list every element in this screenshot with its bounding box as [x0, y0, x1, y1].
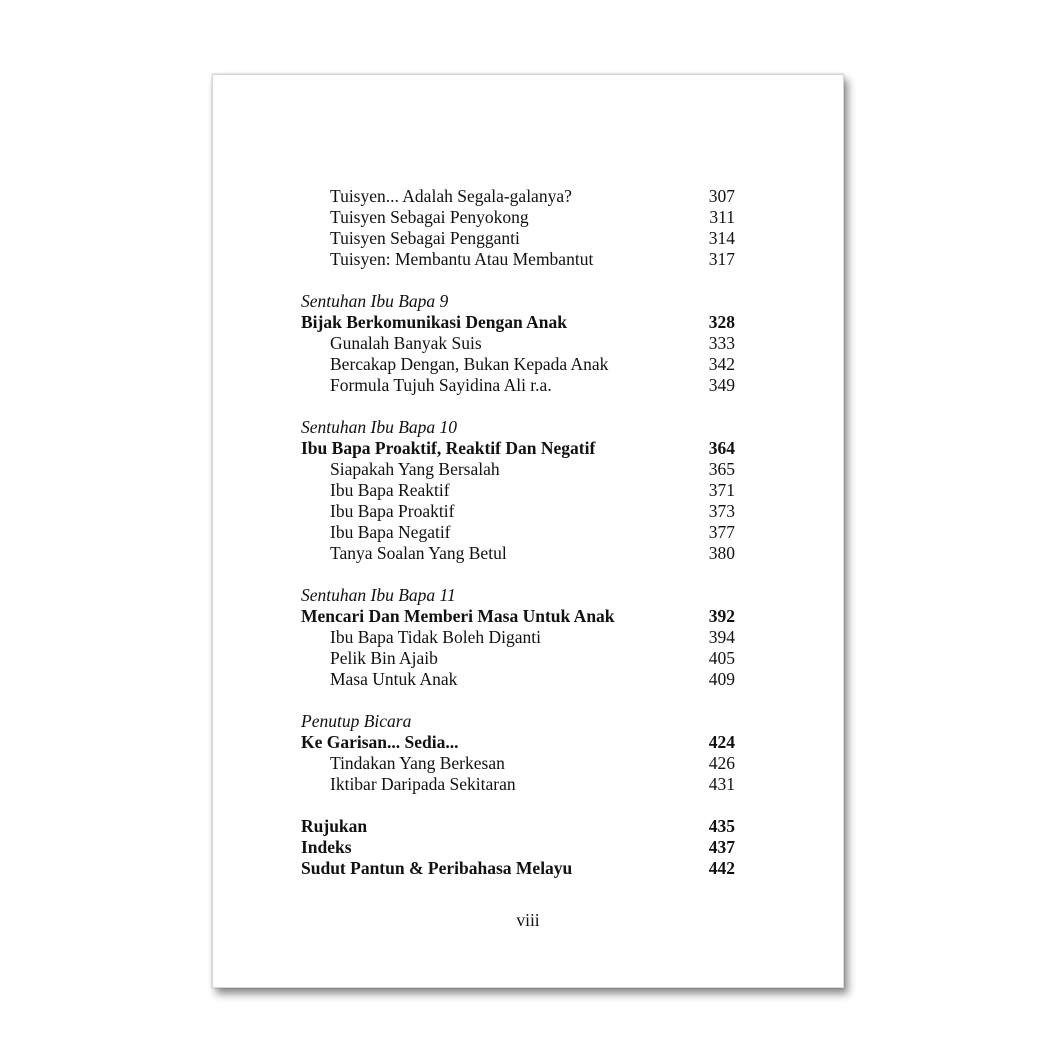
entry-page-number: 373 [708, 501, 735, 521]
entry-title: Sudut Pantun & Peribahasa Melayu [301, 858, 573, 878]
entry-title: Sentuhan Ibu Bapa 9 [301, 291, 449, 311]
section-label [301, 711, 735, 732]
entry-title: Gunalah Banyak Suis [330, 333, 482, 353]
entry-page-number: 314 [708, 228, 735, 248]
subsection-entry [301, 459, 735, 480]
entry-page-number: 405 [708, 648, 735, 668]
entry-page-number: 349 [708, 375, 735, 395]
page-number: viii [516, 910, 540, 930]
section-label [301, 291, 735, 312]
entry-page-number: 307 [708, 186, 735, 206]
entry-page-number: 311 [709, 207, 735, 227]
section-spacer [301, 396, 735, 417]
table-of-contents [301, 186, 735, 879]
entry-page-number: 426 [708, 753, 735, 773]
chapter-entry [301, 732, 735, 753]
book-page [212, 74, 844, 988]
section-spacer [301, 690, 735, 711]
entry-title: Ibu Bapa Reaktif [330, 480, 450, 500]
entry-title: Penutup Bicara [301, 711, 412, 731]
entry-page-number: 342 [708, 354, 735, 374]
entry-page-number: 442 [708, 858, 735, 878]
entry-page-number: 317 [708, 249, 735, 269]
entry-page-number: 392 [708, 606, 735, 626]
entry-title: Mencari Dan Memberi Masa Untuk Anak [301, 606, 615, 626]
subsection-entry [301, 543, 735, 564]
entry-page-number: 371 [708, 480, 735, 500]
entry-page-number: 364 [708, 438, 735, 458]
entry-page-number: 333 [708, 333, 735, 353]
section-label [301, 417, 735, 438]
entry-page-number: 424 [708, 732, 735, 752]
subsection-entry [301, 207, 735, 228]
entry-title: Sentuhan Ibu Bapa 11 [301, 585, 456, 605]
chapter-entry [301, 858, 735, 879]
entry-title: Tindakan Yang Berkesan [330, 753, 505, 773]
subsection-entry [301, 753, 735, 774]
entry-title: Indeks [301, 837, 352, 857]
subsection-entry [301, 627, 735, 648]
subsection-entry [301, 648, 735, 669]
entry-title: Iktibar Daripada Sekitaran [330, 774, 516, 794]
entry-page-number: 394 [708, 627, 735, 647]
entry-title: Tanya Soalan Yang Betul [330, 543, 507, 563]
entry-title: Ibu Bapa Proaktif [330, 501, 455, 521]
subsection-entry [301, 354, 735, 375]
subsection-entry [301, 249, 735, 270]
entry-title: Tuisyen... Adalah Segala-galanya? [330, 186, 572, 206]
entry-title: Bercakap Dengan, Bukan Kepada Anak [330, 354, 609, 374]
entry-title: Ke Garisan... Sedia... [301, 732, 459, 752]
entry-title: Formula Tujuh Sayidina Ali r.a. [330, 375, 552, 395]
chapter-entry [301, 438, 735, 459]
section-spacer [301, 270, 735, 291]
entry-page-number: 380 [708, 543, 735, 563]
entry-title: Bijak Berkomunikasi Dengan Anak [301, 312, 567, 332]
chapter-entry [301, 837, 735, 858]
chapter-entry [301, 312, 735, 333]
entry-title: Tuisyen: Membantu Atau Membantut [330, 249, 594, 269]
subsection-entry [301, 774, 735, 795]
subsection-entry [301, 228, 735, 249]
section-label [301, 585, 735, 606]
entry-page-number: 328 [708, 312, 735, 332]
subsection-entry [301, 669, 735, 690]
entry-title: Ibu Bapa Proaktif, Reaktif Dan Negatif [301, 438, 596, 458]
subsection-entry [301, 480, 735, 501]
subsection-entry [301, 501, 735, 522]
chapter-entry [301, 816, 735, 837]
entry-title: Sentuhan Ibu Bapa 10 [301, 417, 458, 437]
entry-title: Pelik Bin Ajaib [330, 648, 438, 668]
entry-title: Tuisyen Sebagai Pengganti [330, 228, 520, 248]
entry-title: Ibu Bapa Tidak Boleh Diganti [330, 627, 541, 647]
entry-page-number: 435 [708, 816, 735, 836]
entry-page-number: 409 [708, 669, 735, 689]
subsection-entry [301, 333, 735, 354]
entry-title: Ibu Bapa Negatif [330, 522, 451, 542]
section-spacer [301, 564, 735, 585]
entry-title: Masa Untuk Anak [330, 669, 458, 689]
subsection-entry [301, 186, 735, 207]
entry-title: Rujukan [301, 816, 368, 836]
entry-page-number: 431 [708, 774, 735, 794]
subsection-entry [301, 522, 735, 543]
entry-title: Siapakah Yang Bersalah [330, 459, 500, 479]
chapter-entry [301, 606, 735, 627]
entry-title: Tuisyen Sebagai Penyokong [330, 207, 529, 227]
entry-page-number: 365 [708, 459, 735, 479]
section-spacer [301, 795, 735, 816]
entry-page-number: 437 [708, 837, 735, 857]
subsection-entry [301, 375, 735, 396]
entry-page-number: 377 [708, 522, 735, 542]
